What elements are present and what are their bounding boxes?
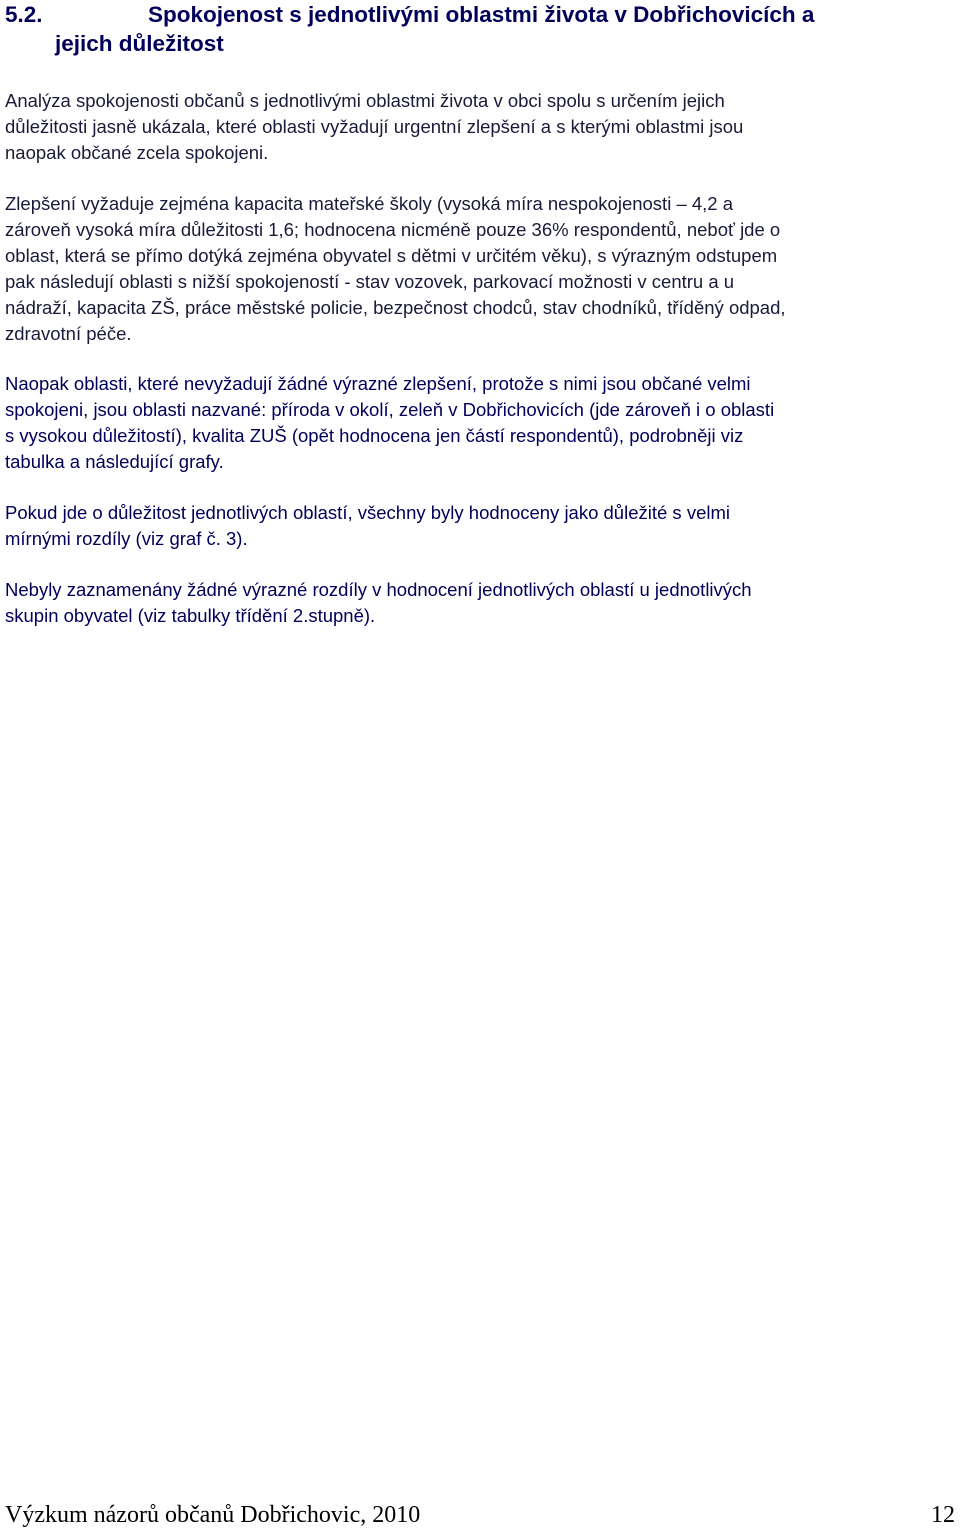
page-footer (5, 1500, 955, 1530)
text-line: s vysokou důležitostí), kvalita ZUŠ (opět hodnocena jen částí respondentů), podrobněji viz (5, 425, 744, 446)
text-line: Pokud jde o důležitost jednotlivých oblastí, všechny byly hodnoceny jako důležité s velmi (5, 502, 730, 523)
page-number: 12 (931, 1502, 955, 1528)
text-line: pak následují oblasti s nižší spokojeností - stav vozovek, parkovací možnosti v centru a u (5, 271, 735, 292)
text-line: Naopak oblasti, které nevyžadují žádné výrazné zlepšení, protože s nimi jsou občané velmi (5, 373, 751, 394)
paragraph-intro (5, 88, 945, 166)
paragraph-group-differences (5, 577, 945, 629)
text-line: důležitosti jasně ukázala, které oblasti vyžadují urgentní zlepšení a s kterými oblastmi jsou (5, 116, 744, 137)
text-line: zdravotní péče. (5, 323, 132, 344)
footer-title: Výzkum názorů občanů Dobřichovic, 2010 (5, 1502, 421, 1528)
section-heading (5, 0, 950, 58)
text-line: zároveň vysoká míra důležitosti 1,6; hodnocena nicméně pouze 36% respondentů, neboť jde o (5, 219, 781, 240)
section-title-line-2: jejich důležitost (55, 31, 224, 56)
section-number: 5.2. (5, 2, 43, 27)
paragraph-improvements-needed (5, 191, 945, 347)
text-line: nádraží, kapacita ZŠ, práce městské policie, bezpečnost chodců, stav chodníků, tříděný odpad, (5, 297, 786, 318)
text-line: spokojeni, jsou oblasti nazvané: příroda v okolí, zeleň v Dobřichovicích (jde zároveň i o oblasti (5, 399, 775, 420)
text-line: Nebyly zaznamenány žádné výrazné rozdíly v hodnocení jednotlivých oblastí u jednotlivých (5, 579, 752, 600)
text-line: naopak občané zcela spokojeni. (5, 142, 269, 163)
paragraph-satisfied-areas (5, 371, 945, 475)
text-line: Analýza spokojenosti občanů s jednotlivými oblastmi života v obci spolu s určením jejich (5, 90, 725, 111)
section-title-line-1: Spokojenost s jednotlivými oblastmi života v Dobřichovicích a (148, 2, 815, 27)
text-line: skupin obyvatel (viz tabulky třídění 2.stupně). (5, 605, 376, 626)
text-line: oblast, která se přímo dotýká zejména obyvatel s dětmi v určitém věku), s výrazným odstupem (5, 245, 778, 266)
text-line: tabulka a následující grafy. (5, 451, 224, 472)
paragraph-importance (5, 500, 945, 552)
text-line: mírnými rozdíly (viz graf č. 3). (5, 528, 248, 549)
text-line: Zlepšení vyžaduje zejména kapacita mateřské školy (vysoká míra nespokojenosti – 4,2 a (5, 193, 734, 214)
